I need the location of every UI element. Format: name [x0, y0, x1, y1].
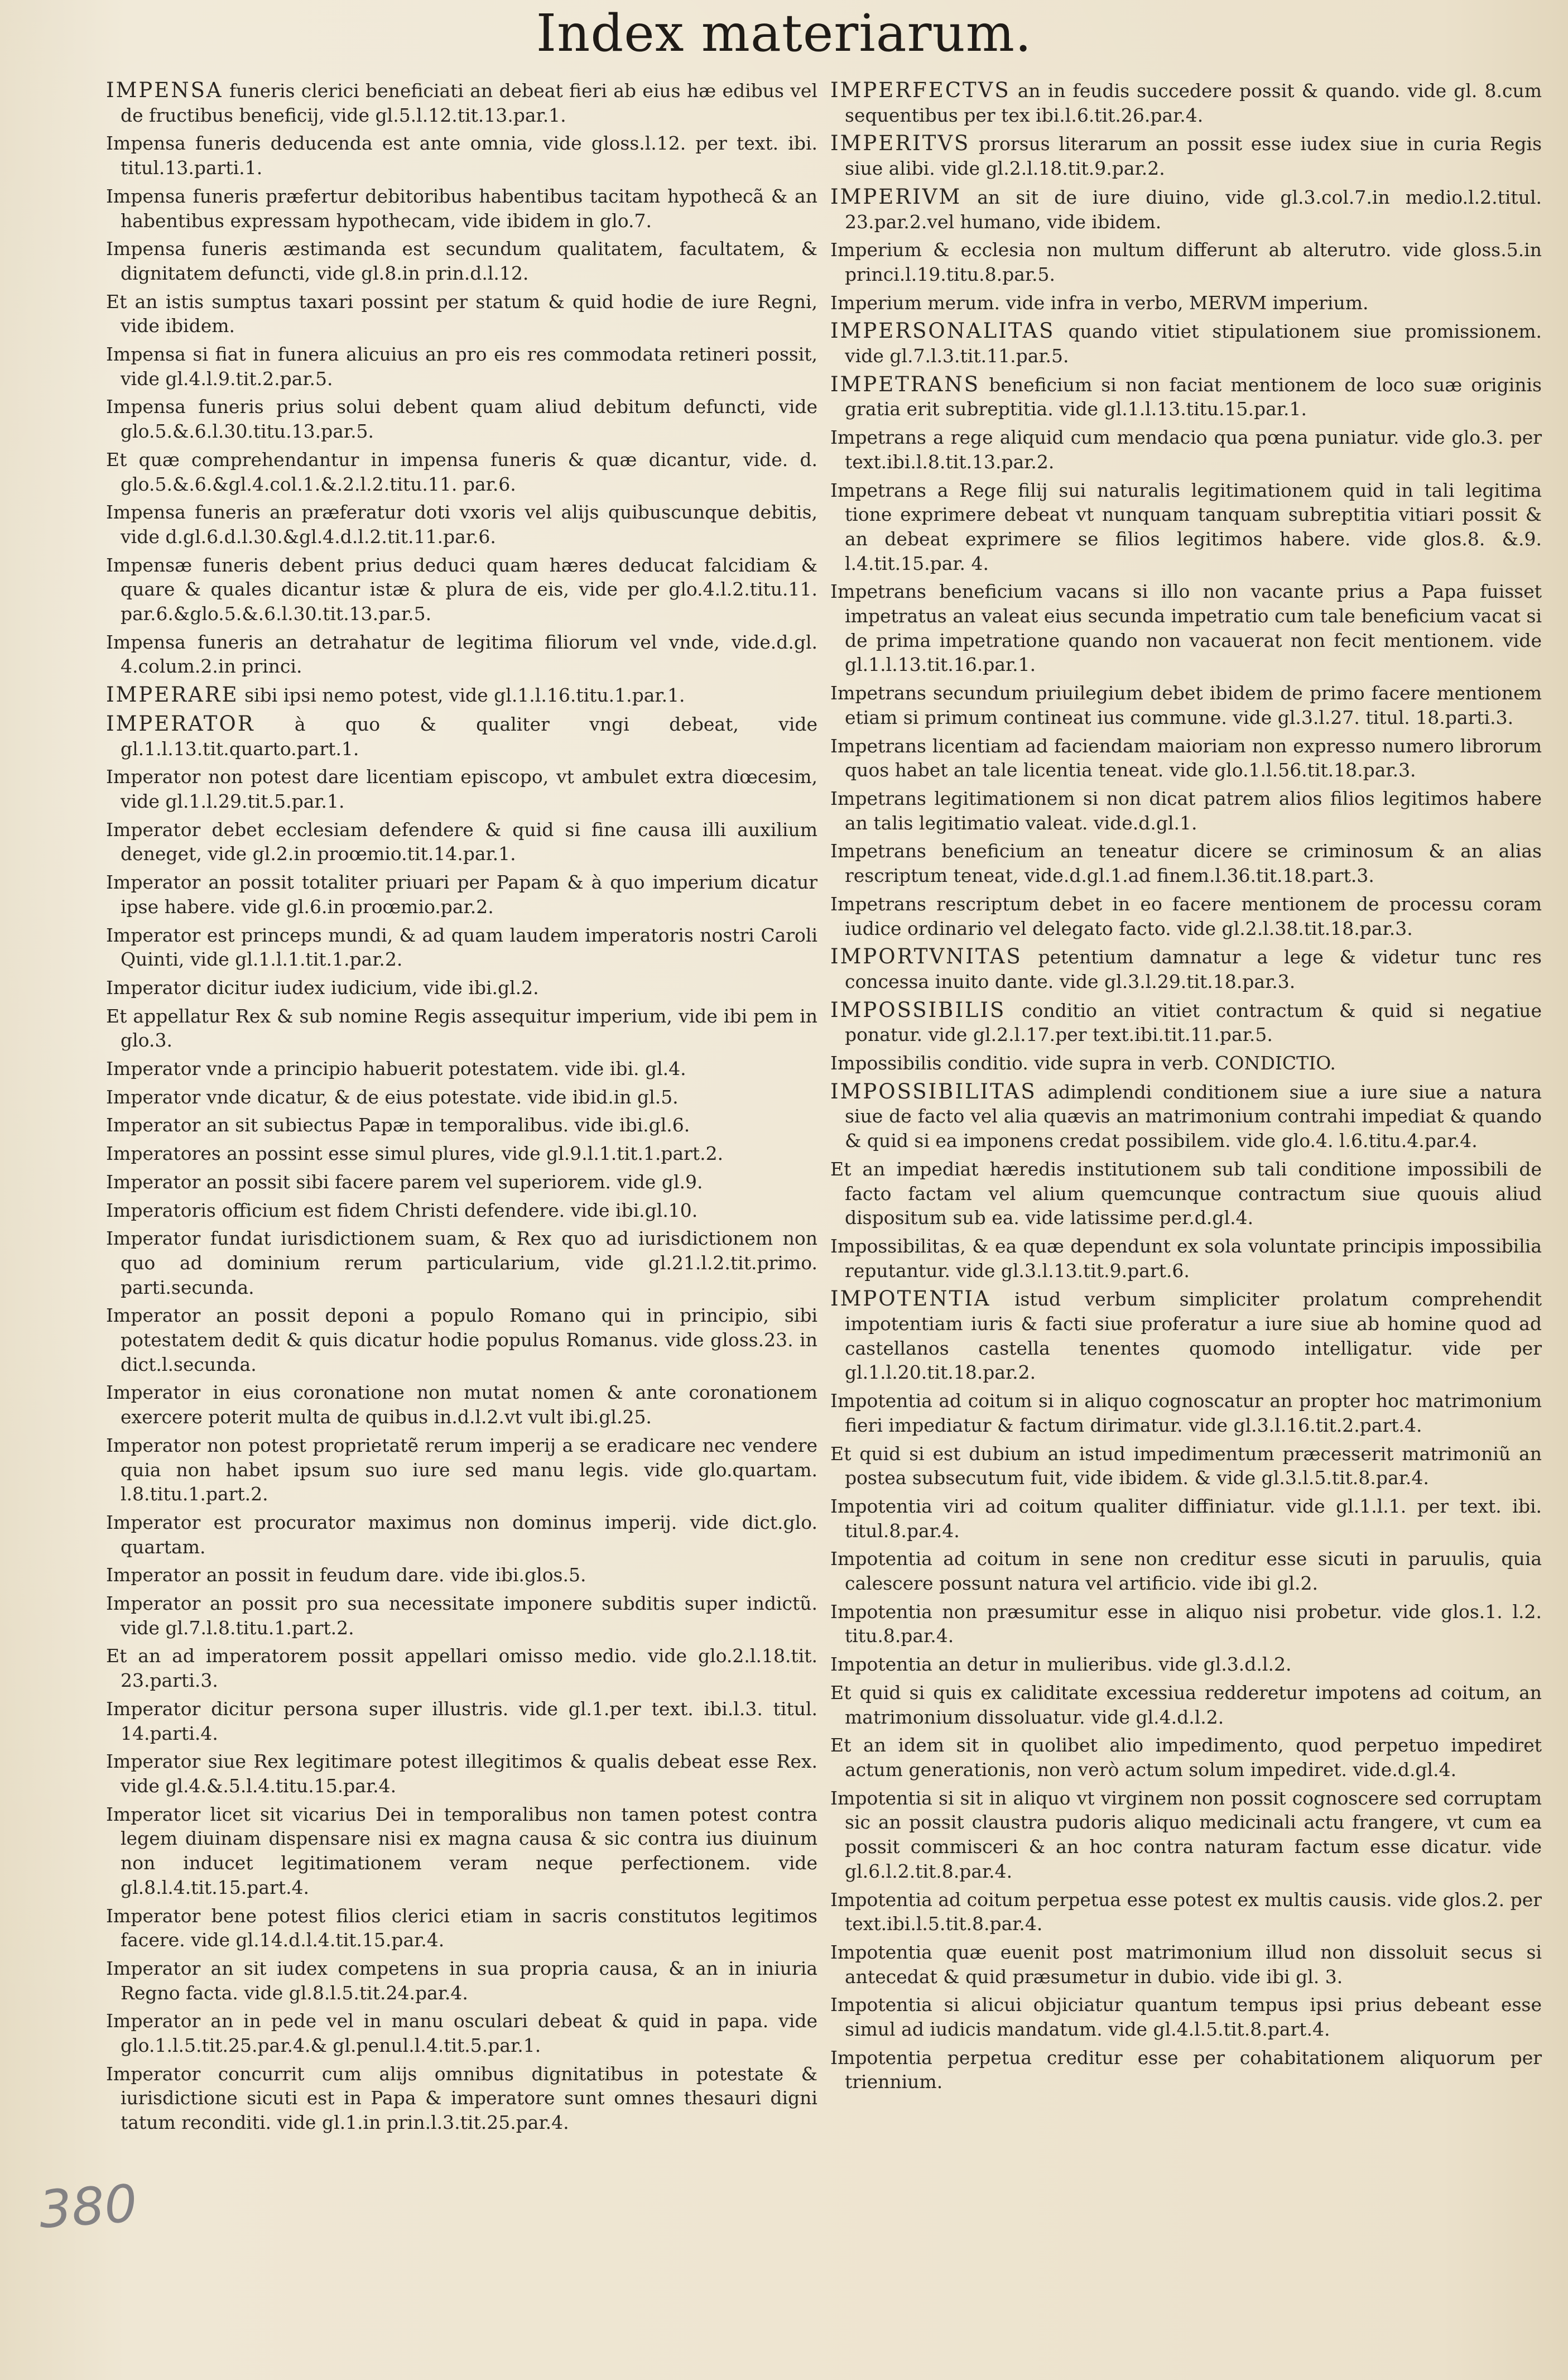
index-entry	[106, 1141, 817, 1166]
entry-text: Et an impediat hæredis institutionem sub tali conditione impossibili de facto factam vel alium quemcunque contractum siue quouis aliud dispositum sub ea. vide latissime per.d.gl.4.	[830, 1158, 1542, 1229]
entry-text: Et quid si quis ex caliditate excessiua redderetur impotens ad coitum, an matrimonium dissoluatur. vide gl.4.d.l.2.	[830, 1681, 1542, 1728]
index-entry	[830, 1940, 1542, 1989]
entry-text: Imperator non potest proprietatẽ rerum imperij a se eradicare nec vendere quia non habet ipsum suo iure sed manu legis. vide glo.quartam. l.8.titu.1.part.2.	[106, 1434, 817, 1505]
index-entry	[106, 1198, 817, 1223]
entry-text: Impotentia non præsumitur esse in aliquo nisi probetur. vide glos.1. l.2. titu.8.par.4.	[830, 1600, 1542, 1647]
index-entry	[106, 78, 817, 127]
entry-text: Impotentia perpetua creditur esse per cohabitationem aliquorum per triennium.	[830, 2046, 1542, 2093]
entry-text: Impensa funeris deducenda est ante omnia, vide gloss.l.12. per text. ibi. titul.13.parti.1.	[106, 132, 817, 179]
entry-text: Impensa funeris præfertur debitoribus habentibus tacitam hypothecã & an habentibus expressam hypothecam, vide ibidem in glo.7.	[106, 185, 817, 232]
entry-text: Impensa funeris prius solui debent quam aliud debitum defuncti, vide glo.5.&.6.l.30.titu.13.par.5.	[106, 396, 817, 443]
right-column	[830, 78, 1542, 2098]
index-entry	[106, 184, 817, 233]
index-entry	[106, 1004, 817, 1053]
index-entry	[830, 998, 1542, 1047]
index-entry	[106, 630, 817, 679]
entry-text: funeris clerici beneficiati an debeat fieri ab eius hæ edibus vel de fructibus beneficij, vide gl.5.l.12.tit.13.par.1.	[121, 80, 817, 126]
index-entry	[106, 1697, 817, 1745]
index-entry	[830, 1888, 1542, 1936]
entry-text: Imperator concurrit cum alijs omnibus dignitatibus in potestate & iurisdictione sicuti est in Papa & imperatore sunt omnes thesauri digni tatum reconditi. vide gl.1.in prin.l.3.tit.25.par.4.	[106, 2062, 817, 2134]
index-entry	[830, 1652, 1542, 1677]
entry-text: Et appellatur Rex & sub nomine Regis assequitur imperium, vide ibi pem in glo.3.	[106, 1005, 817, 1052]
index-entry	[830, 1389, 1542, 1437]
folio-number: 380	[37, 2173, 140, 2240]
entry-text: à quo & qualiter vngi debeat, vide gl.1.l.13.tit.quarto.part.1.	[121, 713, 817, 760]
index-entry	[830, 478, 1542, 576]
index-entry	[830, 2046, 1542, 2094]
entry-text: quando vitiet stipulationem siue promissionem. vide gl.7.l.3.tit.11.par.5.	[845, 320, 1542, 367]
index-entry	[106, 2009, 817, 2057]
entry-text: Imperator an possit sibi facere parem vel superiorem. vide gl.9.	[106, 1170, 703, 1193]
entry-text: Imperator fundat iurisdictionem suam, & Rex quo ad iurisdictionem non quo ad dominium rerum particularium, vide gl.21.l.2.tit.primo. parti.secunda.	[106, 1227, 817, 1298]
entry-text: Impensa funeris an præferatur doti vxoris vel alijs quibuscunque debitis, vide d.gl.6.d.l.30.&gl.4.d.l.2.tit.11.par.6.	[106, 501, 817, 548]
index-entry	[106, 1113, 817, 1138]
entry-text: Imperator licet sit vicarius Dei in temporalibus non tamen potest contra legem diuinam dispensare nisi ex magna causa & sic contra ius diuinum non inducet legitimationem veram neque perfectionem. vide gl.8.l.4.tit.15.part.4.	[106, 1803, 817, 1898]
left-column	[106, 78, 817, 2139]
index-entry	[830, 1157, 1542, 1230]
index-entry	[106, 448, 817, 496]
entry-text: conditio an vitiet contractum & quid si negatiue ponatur. vide gl.2.l.17.per text.ibi.tit.11.par.5.	[845, 999, 1542, 1046]
entry-text: Impotentia si sit in aliquo vt virginem non possit cognoscere sed corruptam sic an possit claustra pudoris aliquo medicinali actu frangere, vt cum ea possit commisceri & an hoc contra naturam factum esse dicatur. vide gl.6.l.2.tit.8.par.4.	[830, 1787, 1542, 1882]
entry-text: Impensæ funeris debent prius deduci quam hæres deducat falcidiam & quare & quales dicantur istæ & plura de eis, vide per glo.4.l.2.titu.11. par.6.&glo.5.&.6.l.30.tit.13.par.5.	[106, 554, 817, 625]
entry-text: Et quid si est dubium an istud impedimentum præcesserit matrimoniũ an postea subsecutum fuit, vide ibidem. & vide gl.3.l.5.tit.8.par.4.	[830, 1442, 1542, 1489]
index-entry	[106, 1591, 817, 1640]
entry-text: Impetrans a rege aliquid cum mendacio qua pœna puniatur. vide glo.3. per text.ibi.l.8.tit.13.par.2.	[830, 426, 1542, 473]
index-entry	[106, 1510, 817, 1559]
entry-headword: IMPERARE	[106, 683, 239, 707]
entry-text: Impetrans rescriptum debet in eo facere mentionem de processu coram iudice ordinario vel delegato facto. vide gl.2.l.38.tit.18.par.3.	[830, 892, 1542, 939]
entry-text: Impensa funeris an detrahatur de legitima filiorum vel vnde, vide.d.gl. 4.colum.2.in princi.	[106, 631, 817, 678]
index-entry	[830, 372, 1542, 421]
entry-text: Impetrans licentiam ad faciendam maioriam non expresso numero librorum quos habet an tale licentia teneat. vide glo.1.l.56.tit.18.par.3.	[830, 735, 1542, 781]
index-entry	[106, 818, 817, 866]
entry-text: Imperator non potest dare licentiam episcopo, vt ambulet extra diœcesim, vide gl.1.l.29.tit.5.par.1.	[106, 766, 817, 812]
entry-text: Et an istis sumptus taxari possint per statum & quid hodie de iure Regni, vide ibidem.	[106, 290, 817, 337]
entry-text: Imperator vnde dicatur, & de eius potestate. vide ibid.in gl.5.	[106, 1086, 679, 1108]
index-entry	[106, 683, 817, 708]
index-entry	[830, 425, 1542, 474]
entry-headword: IMPOTENTIA	[830, 1287, 991, 1311]
entry-text: Impossibilitas, & ea quæ dependunt ex sola voluntate principis impossibilia reputantur. vide gl.3.l.13.tit.9.part.6.	[830, 1235, 1542, 1282]
index-entry	[830, 786, 1542, 835]
entry-text: prorsus literarum an possit esse iudex siue in curia Regis siue alibi. vide gl.2.l.18.tit.9.par.2.	[845, 133, 1542, 180]
index-entry	[830, 319, 1542, 368]
index-entry	[830, 1442, 1542, 1490]
index-entry	[830, 681, 1542, 730]
entry-text: Impotentia an detur in mulieribus. vide gl.3.d.l.2.	[830, 1653, 1292, 1676]
index-entry	[830, 944, 1542, 994]
entry-text: Imperator bene potest filios clerici etiam in sacris constitutos legitimos facere. vide gl.14.d.l.4.tit.15.par.4.	[106, 1904, 817, 1951]
index-entry	[106, 923, 817, 972]
index-entry	[106, 1904, 817, 1952]
entry-text: Impetrans a Rege filij sui naturalis legitimationem quid in tali legitima tione exprimere debeat vt nunquam tanquam subreptitia vitiari possit & an debeat exprimere se filios legitimos habere. vide glos.8. &.9. l.4.tit.15.par. 4.	[830, 479, 1542, 574]
index-entry	[106, 1085, 817, 1110]
entry-text: Impetrans secundum priuilegium debet ibidem de primo facere mentionem etiam si primum contineat ius commune. vide gl.3.l.27. titul. 18.parti.3.	[830, 682, 1542, 728]
index-entry	[830, 238, 1542, 286]
entry-text: Impensa si fiat in funera alicuius an pro eis res commodata retineri possit, vide gl.4.l.9.tit.2.par.5.	[106, 343, 817, 390]
entry-text: Impotentia ad coitum perpetua esse potest ex multis causis. vide glos.2. per text.ibi.l.5.tit.8.par.4.	[830, 1888, 1542, 1935]
entry-text: Impotentia quæ euenit post matrimonium illud non dissoluit secus si antecedat & quid præsumetur in dubio. vide ibi gl. 3.	[830, 1941, 1542, 1988]
entry-text: Et an ad imperatorem possit appellari omisso medio. vide glo.2.l.18.tit. 23.parti.3.	[106, 1645, 817, 1692]
index-entry	[830, 185, 1542, 234]
index-entry	[106, 1303, 817, 1376]
index-entry	[106, 1644, 817, 1692]
index-entry	[830, 734, 1542, 783]
index-entry	[830, 291, 1542, 315]
index-entry	[830, 1993, 1542, 2041]
index-entry	[830, 1547, 1542, 1595]
entry-text: Imperatoris officium est fidem Christi defendere. vide ibi.gl.10.	[106, 1199, 698, 1221]
index-entry	[106, 237, 817, 285]
entry-text: Imperator dicitur persona super illustris. vide gl.1.per text. ibi.l.3. titul. 14.parti.4.	[106, 1697, 817, 1744]
entry-headword: IMPETRANS	[830, 372, 980, 396]
index-entry	[830, 1494, 1542, 1543]
index-entry	[106, 2062, 817, 2135]
entry-text: beneficium si non faciat mentionem de loco suæ originis gratia erit subreptitia. vide gl.1.l.13.titu.15.par.1.	[845, 373, 1542, 420]
index-entry	[830, 1600, 1542, 1648]
index-entry	[106, 1749, 817, 1798]
entry-text: Et quæ comprehendantur in impensa funeris & quæ dicantur, vide. d. glo.5.&.6.&gl.4.col.1.&.2.l.2.titu.11. par.6.	[106, 448, 817, 495]
entry-text: Imperator est procurator maximus non dominus imperij. vide dict.glo. quartam.	[106, 1511, 817, 1558]
index-entry	[106, 500, 817, 549]
entry-text: Impetrans beneficium vacans si illo non vacante prius a Papa fuisset impetratus an valeat eius secunda impetratio cum tale beneficium vacat si de prima impetratione quando non vacauerat non fecit mentionem. vide gl.1.l.13.tit.16.par.1.	[830, 580, 1542, 676]
entry-text: Impotentia viri ad coitum qualiter diffiniatur. vide gl.1.l.1. per text. ibi. titul.8.par.4.	[830, 1495, 1542, 1542]
index-entry	[106, 553, 817, 626]
index-entry	[830, 1051, 1542, 1076]
entry-text: Impotentia ad coitum in sene non creditur esse sicuti in paruulis, quia calescere possunt natura vel artificio. vide ibi gl.2.	[830, 1548, 1542, 1595]
entry-text: Imperator dicitur iudex iudicium, vide ibi.gl.2.	[106, 976, 539, 999]
index-entry	[106, 1956, 817, 2005]
index-entry	[830, 78, 1542, 127]
entry-text: Imperator siue Rex legitimare potest illegitimos & qualis debeat esse Rex. vide gl.4.&.5.l.4.titu.15.par.4.	[106, 1750, 817, 1797]
index-entry	[106, 1170, 817, 1194]
index-entry	[106, 1802, 817, 1900]
page-title: Index materiarum.	[536, 3, 1032, 63]
entry-text: Imperator debet ecclesiam defendere & quid si fine causa illi auxilium deneget, vide gl.2.in proœmio.tit.14.par.1.	[106, 818, 817, 865]
entry-text: Impossibilis conditio. vide supra in verb. CONDICTIO.	[830, 1052, 1336, 1074]
index-entry	[830, 892, 1542, 941]
entry-text: Imperium & ecclesia non multum differunt ab alterutro. vide gloss.5.in princi.l.19.titu.8.par.5.	[830, 239, 1542, 285]
index-entry	[106, 290, 817, 338]
index-entry	[106, 131, 817, 180]
entry-text: an in feudis succedere possit & quando. vide gl. 8.cum sequentibus per tex ibi.l.6.tit.26.par.4.	[845, 80, 1542, 126]
index-entry	[830, 1234, 1542, 1283]
entry-text: Impetrans legitimationem si non dicat patrem alios filios legitimos habere an talis legitimatio valeat. vide.d.gl.1.	[830, 787, 1542, 834]
entry-text: istud verbum simpliciter prolatum comprehendit impotentiam iuris & facti siue proferatur a iure siue ab homine quod ad castellanos castella tenentes quomodo intelligatur. vide per gl.1.l.20.tit.18.par.2.	[845, 1288, 1542, 1384]
entry-text: Imperator an possit in feudum dare. vide ibi.glos.5.	[106, 1564, 586, 1586]
entry-text: Imperator est princeps mundi, & ad quam laudem imperatoris nostri Caroli Quinti, vide gl.1.l.1.tit.1.par.2.	[106, 924, 817, 971]
entry-headword: IMPORTVNITAS	[830, 944, 1022, 969]
entry-headword: IMPERATOR	[106, 711, 255, 736]
entry-text: Et an idem sit in quolibet alio impedimento, quod perpetuo impediret actum generationis, non verò actum solum impediret. vide.d.gl.4.	[830, 1734, 1542, 1781]
index-entry	[106, 765, 817, 813]
index-entry	[830, 1287, 1542, 1385]
entry-text: Imperator vnde a principio habuerit potestatem. vide ibi. gl.4.	[106, 1058, 686, 1080]
entry-text: sibi ipsi nemo potest, vide gl.1.l.16.titu.1.par.1.	[244, 684, 685, 707]
entry-headword: IMPERIVM	[830, 184, 962, 209]
index-entry	[830, 131, 1542, 180]
entry-headword: IMPERITVS	[830, 131, 970, 156]
index-entry	[106, 712, 817, 761]
entry-text: Impetrans beneficium an teneatur dicere se criminosum & an alias rescriptum teneat, vide.d.gl.1.ad finem.l.36.tit.18.part.3.	[830, 840, 1542, 887]
index-entry	[830, 579, 1542, 677]
entry-headword: IMPOSSIBILIS	[830, 997, 1006, 1022]
entry-text: an sit de iure diuino, vide gl.3.col.7.in medio.l.2.titul. 23.par.2.vel humano, vide ibidem.	[845, 186, 1542, 233]
index-entry	[106, 1563, 817, 1587]
index-entry	[830, 1733, 1542, 1782]
entry-text: Impotentia si alicui objiciatur quantum tempus ipsi prius debeant esse simul ad iudicis mandatum. vide gl.4.l.5.tit.8.part.4.	[830, 1994, 1542, 2041]
index-entry	[106, 342, 817, 391]
index-entry	[106, 870, 817, 919]
index-entry	[830, 1681, 1542, 1729]
index-entry	[830, 839, 1542, 887]
entry-headword: IMPERFECTVS	[830, 78, 1011, 102]
index-entry	[830, 1079, 1542, 1153]
entry-text: Imperator an possit pro sua necessitate imponere subditis super indictũ. vide gl.7.l.8.titu.1.part.2.	[106, 1592, 817, 1639]
entry-text: Imperatores an possint esse simul plures, vide gl.9.l.1.tit.1.part.2.	[106, 1143, 724, 1165]
index-entry	[106, 1380, 817, 1429]
entry-headword: IMPERSONALITAS	[830, 319, 1055, 343]
entry-text: petentium damnatur a lege & videtur tunc res concessa inuito dante. vide gl.3.l.29.tit.18.par.3.	[845, 946, 1542, 992]
entry-text: Impensa funeris æstimanda est secundum qualitatem, facultatem, & dignitatem defuncti, vide gl.8.in prin.d.l.12.	[106, 238, 817, 284]
entry-text: adimplendi conditionem siue a iure siue a natura siue de facto vel alia quævis an matrimonium contrahi impediat & quando & quid si ea imponens credat possibilem. vide glo.4. l.6.titu.4.par.4.	[845, 1081, 1542, 1152]
index-entry	[106, 395, 817, 443]
entry-text: Imperator an sit subiectus Papæ in temporalibus. vide ibi.gl.6.	[106, 1114, 690, 1136]
entry-headword: IMPOSSIBILITAS	[830, 1079, 1037, 1103]
entry-text: Imperator an sit iudex competens in sua propria causa, & an in iniuria Regno facta. vide gl.8.l.5.tit.24.par.4.	[106, 1957, 817, 2004]
entry-text: Imperium merum. vide infra in verbo, MERVM imperium.	[830, 291, 1369, 314]
index-entry	[106, 1433, 817, 1506]
entry-text: Impotentia ad coitum si in aliquo cognoscatur an propter hoc matrimonium fieri impediatur & factum dirimatur. vide gl.3.l.16.tit.2.part.4.	[830, 1390, 1542, 1436]
entry-headword: IMPENSA	[106, 78, 223, 102]
index-entry	[106, 1226, 817, 1299]
entry-text: Imperator an possit totaliter priuari per Papam & à quo imperium dicatur ipse habere. vide gl.6.in proœmio.par.2.	[106, 871, 817, 918]
entry-text: Imperator an possit deponi a populo Romano qui in principio, sibi potestatem dedit & quis dicatur hodie populus Romanus. vide gloss.23. in dict.l.secunda.	[106, 1304, 817, 1375]
entry-text: Imperator an in pede vel in manu osculari debeat & quid in papa. vide glo.1.l.5.tit.25.par.4.& gl.penul.l.4.tit.5.par.1.	[106, 2010, 817, 2057]
index-entry	[830, 1786, 1542, 1884]
index-entry	[106, 1057, 817, 1081]
index-entry	[106, 976, 817, 1000]
entry-text: Imperator in eius coronatione non mutat nomen & ante coronationem exercere poterit multa de quibus in.d.l.2.vt vult ibi.gl.25.	[106, 1381, 817, 1428]
